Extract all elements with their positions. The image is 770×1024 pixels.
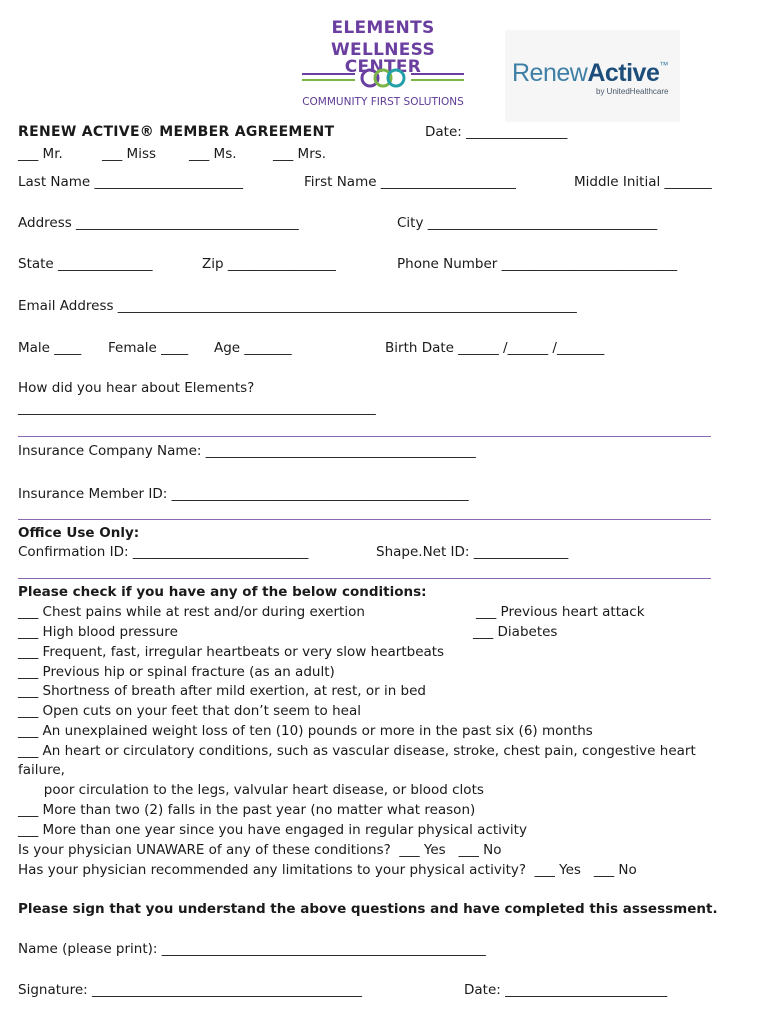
signature-date-field[interactable]: Date: ________________________ [464,982,668,998]
condition-item[interactable]: ___ An unexplained weight loss of ten (10) pounds or more in the past six (6) months [18,723,593,739]
physician-unaware-question[interactable]: Is your physician UNAWARE of any of these conditions? ___ Yes ___ No [18,842,502,858]
zip-field[interactable]: Zip ________________ [202,256,336,272]
condition-item[interactable]: ___ Previous hip or spinal fracture (as an adult) [18,664,335,680]
name-print-field[interactable]: Name (please print): ________________________________________________ [18,941,486,957]
divider [18,578,711,579]
first-name-field[interactable]: First Name ____________________ [304,174,516,190]
confirmation-id-field[interactable]: Confirmation ID: __________________________ [18,544,309,560]
logo-tagline: COMMUNITY FIRST SOLUTIONS [302,96,464,108]
date-field-top[interactable]: Date: _______________ [425,124,568,140]
salutation-miss[interactable]: ___ Miss [102,146,157,162]
condition-item[interactable]: ___ More than one year since you have engaged in regular physical activity [18,822,527,838]
female-field[interactable]: Female ____ [108,340,189,356]
logo-line-wellness-center: WELLNESS CENTER [331,40,435,77]
salutation-ms[interactable]: ___ Ms. [189,146,237,162]
logo-line-elements: ELEMENTS [331,18,435,38]
condition-item[interactable]: ___ More than two (2) falls in the past year (no matter what reason) [18,802,476,818]
shape-net-id-field[interactable]: Shape.Net ID: ______________ [376,544,569,560]
office-use-heading: Office Use Only: [18,525,140,541]
condition-item-continuation: poor circulation to the legs, valvular heart disease, or blood clots [18,782,484,798]
form-title: RENEW ACTIVE® MEMBER AGREEMENT [18,124,335,140]
physician-limits-question[interactable]: Has your physician recommended any limitations to your physical activity? ___ Yes ___ No [18,862,637,878]
middle-initial-field[interactable]: Middle Initial _______ [574,174,712,190]
state-field[interactable]: State ______________ [18,256,153,272]
salutation-mr[interactable]: ___ Mr. [18,146,63,162]
condition-item[interactable]: ___ Chest pains while at rest and/or during exertion [18,604,365,620]
city-field[interactable]: City __________________________________ [397,215,658,231]
renew-logo-wordmark [512,61,668,86]
phone-number-field[interactable]: Phone Number __________________________ [397,256,678,272]
insurance-member-id-field[interactable]: Insurance Member ID: ____________________________________________ [18,486,469,502]
address-field[interactable]: Address _________________________________ [18,215,299,231]
condition-item[interactable]: ___ Shortness of breath after mild exertion, at rest, or in bed [18,683,426,699]
condition-item[interactable]: ___ An heart or circulatory conditions, such as vascular disease, stroke, chest pain, congestive heart [18,743,696,759]
renew-logo-byline: by UnitedHealthcare [596,87,669,96]
divider [18,436,711,437]
hear-about-answer-field[interactable]: _____________________________________________________ [18,400,376,416]
renew-logo-tm: ™ [659,60,668,70]
birth-date-field[interactable]: Birth Date ______ /______ /_______ [385,340,605,356]
last-name-field[interactable]: Last Name ______________________ [18,174,244,190]
condition-item[interactable]: ___ Previous heart attack [476,604,645,620]
salutation-mrs[interactable]: ___ Mrs. [273,146,327,162]
male-field[interactable]: Male ____ [18,340,82,356]
condition-item[interactable]: ___ Frequent, fast, irregular heartbeats or very slow heartbeats [18,644,445,660]
condition-item-continuation: failure, [18,762,65,778]
insurance-company-field[interactable]: Insurance Company Name: ________________________________________ [18,443,476,459]
rings-icon [300,66,466,90]
renew-logo-part2: Active [587,59,660,87]
condition-item[interactable]: ___ High blood pressure [18,624,178,640]
conditions-heading: Please check if you have any of the below conditions: [18,584,427,600]
condition-item[interactable]: ___ Diabetes [473,624,558,640]
age-field[interactable]: Age _______ [214,340,292,356]
hear-about-question: How did you hear about Elements? [18,380,255,396]
email-address-field[interactable]: Email Address ____________________________________________________________________ [18,298,577,314]
condition-item[interactable]: ___ Open cuts on your feet that don’t seem to heal [18,703,361,719]
sign-instruction: Please sign that you understand the above questions and have completed this assessment. [18,901,718,917]
renew-logo-part1: Renew [512,59,588,87]
divider [18,519,711,520]
signature-field[interactable]: Signature: ________________________________________ [18,982,362,998]
